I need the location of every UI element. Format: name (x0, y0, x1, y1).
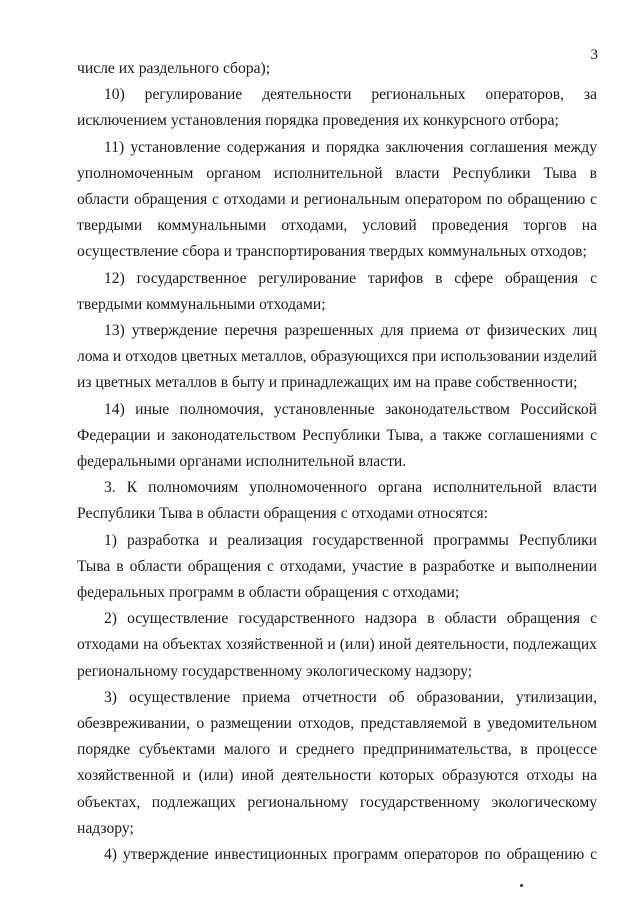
paragraph-item-13: 13) утверждение перечня разрешенных для приема от физических лиц лома и отходов цветных металлов, образующихся при использовании изделий из цветных металлов в быту и принадлежащих им на праве собственности; (77, 322, 597, 392)
paragraph-item-14: 14) иные полномочия, установленные законодательством Российской Федерации и законодательством Республики Тыва, а также соглашениями с федеральными органами исполнительной власти. (77, 400, 597, 471)
paragraph-section-3: 3. К полномочиям уполномоченного органа исполнительной власти Республики Тыва в области обращения с отходами относятся: (77, 479, 597, 523)
paragraph-item-11: 11) установление содержания и порядка заключения соглашения между уполномоченным органом исполнительной власти Республики Тыва в области обращения с отходами и региональным оператором по обращению с твердыми коммунальными отходами, условий проведения торгов на осуществление сбора и транспортирования твердых коммунальных отходов; (77, 138, 597, 261)
paragraph-section-3-item-3: 3) осуществление приема отчетности об образовании, утилизации, обезвреживании, о размещении отходов, представляемой в уведомительном порядке субъектами малого и среднего предпринимательства, в процессе хозяйственной и (или) иной деятельности которых образуются отходы на объектах, подлежащих региональному государственному экологическому надзору; (77, 688, 597, 837)
paragraph-item-12: 12) государственное регулирование тарифов в сфере обращения с твердыми коммунальными отходами; (77, 269, 597, 313)
page-number: 3 (590, 47, 598, 63)
document-body (77, 56, 597, 868)
paragraph-section-3-item-4: 4) утверждение инвестиционных программ операторов по обращению с (104, 846, 597, 864)
paragraph-continuation: числе их раздельного сбора); (77, 60, 271, 77)
paragraph-section-3-item-1: 1) разработка и реализация государственной программы Республики Тыва в области обращения с отходами, участие в разработке и выполнении федеральных программ в области обращения с отходами; (77, 531, 597, 602)
paragraph-section-3-item-2: 2) осуществление государственного надзора в области обращения с отходами на объектах хозяйственной и (или) иной деятельности, подлежащих региональному государственному экологическому надзору; (77, 610, 597, 680)
scan-dot (520, 884, 523, 887)
paragraph-item-10: 10) регулирование деятельности региональных операторов, за исключением установления порядка проведения их конкурсного отбора; (77, 86, 597, 130)
